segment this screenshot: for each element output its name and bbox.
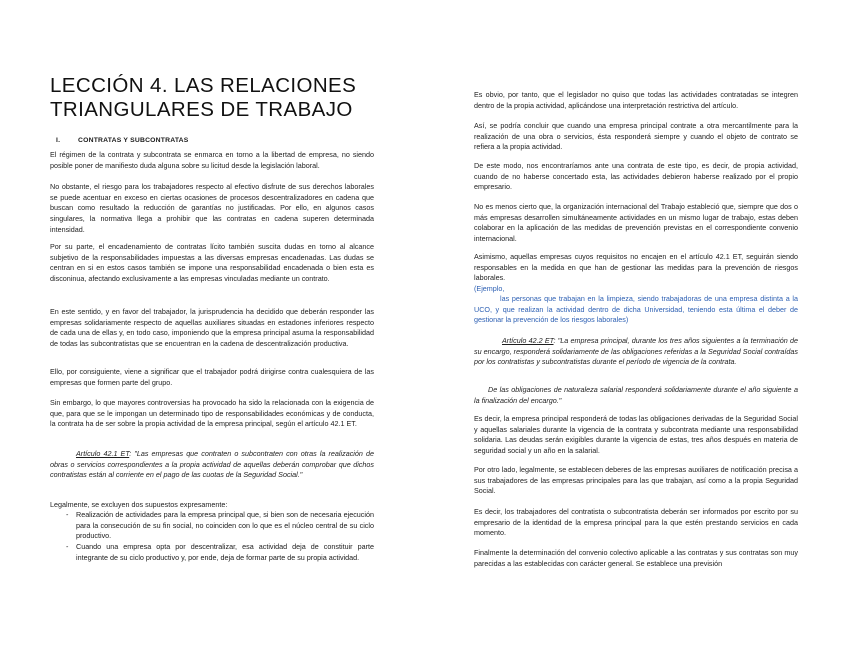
right-quote-article-42-2 (474, 336, 798, 368)
right-paragraph-6: Es decir, la empresa principal responderá de todas las obligaciones derivadas de la Seguridad Social y aquellas salariales durante la vigencia de la contrata y subcontrata mediante una responsabilidad solidaria. Las deudas serán exigibles durante la vigencia de estas, tres años después en materia de seguridad social y un año en la salarial. (474, 414, 798, 456)
section-title: CONTRATAS Y SUBCONTRATAS (78, 137, 189, 144)
right-paragraph-1: Es obvio, por tanto, que el legislador no quiso que todas las actividades contratadas se integren dentro de la propia actividad, aplicándose una interpretación restrictiva del artículo. (474, 90, 798, 110)
right-paragraph-8: Es decir, los trabajadores del contratista o subcontratista deberán ser informados por escrito por su empresario de la identidad de la empresa principal para la que estén prestando servicios en cada momento. (474, 507, 798, 538)
right-paragraph-5: Asimismo, aquellas empresas cuyos requisitos no encajen en el artículo 42.1 ET, seguirán siendo responsables en la medida en que han de gestionar las medidas para la prevención de riesgos laborales. (474, 252, 798, 283)
right-paragraph-9: Finalmente la determinación del convenio colectivo aplicable a las contratas y sus contratas son muy parecidas a las establecidas con carácter general. Se establece una previsión (474, 548, 798, 568)
left-paragraph-2: No obstante, el riesgo para los trabajadores respecto al efectivo disfrute de sus derechos laborales se puede acentuar en exceso en ciertas ocasiones de procesos descentralizadores en cadena que buscan como resultado la reducción de garantías no justificadas. Por ello, en algunos casos singulares, la normativa llega a prohibir que las contratas en cadena superen determinada intensidad. (50, 182, 374, 234)
example-text: las personas que trabajan en la limpieza, siendo trabajadoras de una empresa distinta a la UCO, y que realizan la actividad dentro de dicha Universidad, teniendo esta última el deber de gestionar la prevención de los riesgos laborales) (474, 294, 798, 325)
quote-article-ref: Artículo 42.1 ET (76, 449, 130, 458)
right-quote-continuation: De las obligaciones de naturaleza salarial responderá solidariamente durante el año siguiente a la finalización del encargo." (474, 385, 798, 405)
list-item: - Cuando una empresa opta por descentralizar, esa actividad deja de constituir parte integrante de su ciclo productivo y, por ende, deja de formar parte de su propia actividad. (50, 542, 374, 563)
quote-article-text: : "La empresa principal, durante los tres años siguientes a la terminación de su encargo, responderá solidariamente de las obligaciones referidas a la Seguridad Social contraídas por los contratistas y subcontratistas durante el período de vigencia de la contrata. (474, 336, 798, 367)
left-paragraph-3: Por su parte, el encadenamiento de contratas lícito también suscita dudas en torno al alcance subjetivo de la responsabilidades impuestas a las diversas empresas encadenadas. Las dudas se centran en si en estos casos también se impone una responsabilidad encadenada o bien esta es disconinua, afectando exclusivamente a las empresas vinculadas mediante un contrato. (50, 242, 374, 284)
section-heading (50, 137, 374, 144)
quote-article-text: : "Las empresas que contraten o subcontraten con otras la realización de obras o servicios correspondientes a la propia actividad de aquellas deberán comprobar que dichos contratistas están al corriente en el pago de las cuotas de la Seguridad Social." (50, 449, 374, 480)
quote-article-ref: Artículo 42.2 ET (502, 336, 554, 345)
example-open: (Ejemplo, (474, 284, 505, 293)
section-number: I. (56, 137, 61, 144)
right-paragraph-7: Por otro lado, legalmente, se establecen deberes de las empresas auxiliares de notificación precisa a sus trabajadores de las empresas principales para las que trabajan, así como a la propia Seguridad Social. (474, 465, 798, 496)
right-paragraph-2: Así, se podría concluir que cuando una empresa principal contrate a otra mercantilmente para la realización de una obra o servicios, ésta responderá siempre y cuando el objeto de contrato se refiera a la propia actividad. (474, 121, 798, 152)
exclusions-list (50, 510, 374, 564)
list-item: - Realización de actividades para la empresa principal que, si bien son de necesaria ejecución para la consecución de su fin social, no coinciden con lo que es el núcleo central de su ciclo productivo. (50, 510, 374, 542)
left-paragraph-7: Legalmente, se excluyen dos supuestos expresamente: (50, 500, 228, 509)
right-paragraph-4: No es menos cierto que, la organización internacional del Trabajo estableció que, siempre que dos o más empresas desarrollen simultáneamente actividades en un mismo lugar de trabajo, estas deben colaborar en la aplicación de las medidas de prevención previstas en el correspondiente convenio internacional. (474, 202, 798, 244)
left-paragraph-4: En este sentido, y en favor del trabajador, la jurisprudencia ha decidido que deberán responder las empresas solidariamente respecto de aquellas auxiliares situadas en estadones inferiores respecto de cada una de ellas y, en todo caso, imponiendo que la empresa principal asuma la responsabilidad de todas las subcontratistas que se encuentran en la cadena de descentralización productiva. (50, 307, 374, 349)
right-paragraph-3: De este modo, nos encontraríamos ante una contrata de este tipo, es decir, de propia actividad, cuando de no haberse concertado esta, las actividades debieron haberse realizado por el propio empresario. (474, 161, 798, 192)
left-paragraph-6: Sin embargo, lo que mayores controversias ha provocado ha sido la relacionada con la exigencia de que, para que se le impongan un determinado tipo de responsabilidades económicas y de conducta, la contrata ha de ser sobre la propia actividad de la empresa principal, según el artículo 42.1 ET. (50, 398, 374, 429)
left-paragraph-5: Ello, por consiguiente, viene a significar que el trabajador podrá dirigirse contra cualesquiera de las empresas que formen parte del grupo. (50, 367, 374, 387)
left-paragraph-1: El régimen de la contrata y subcontrata se enmarca en torno a la libertad de empresa, no siendo posible poner de manifiesto duda alguna sobre su licitud desde la legislación laboral. (50, 150, 374, 170)
page-title: LECCIÓN 4. LAS RELACIONES TRIANGULARES DE TRABAJO (50, 74, 357, 121)
left-quote-article-42-1 (50, 449, 374, 481)
